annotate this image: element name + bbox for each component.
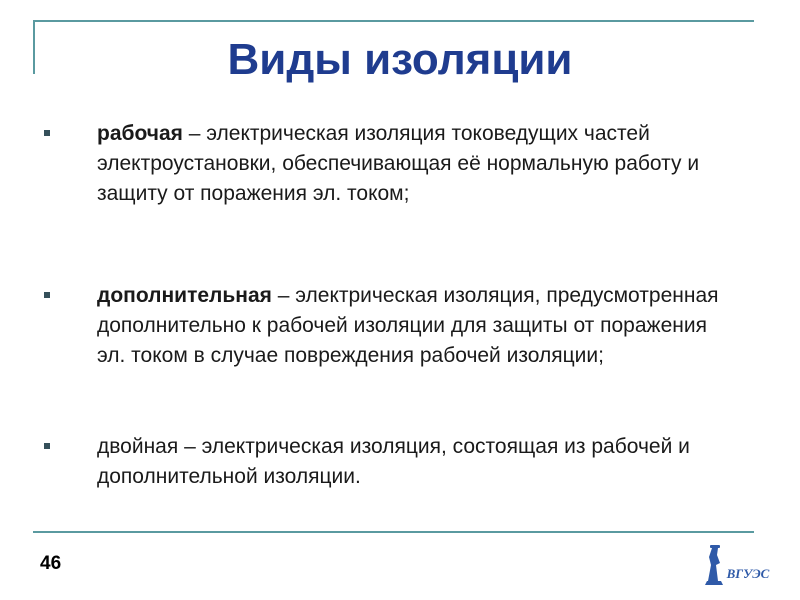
term-label: рабочая	[97, 122, 183, 145]
logo-text: ВГУЭС	[726, 566, 770, 581]
bottom-horizontal-rule	[33, 531, 754, 533]
square-bullet-icon	[44, 130, 50, 136]
slide-title: Виды изоляции	[227, 35, 573, 84]
square-bullet-icon	[44, 443, 50, 449]
list-item-text	[97, 119, 737, 209]
square-bullet-icon	[44, 292, 50, 298]
definition-text: – электрическая изоляция, предусмотренная дополнительно к рабочей изоляции для защиты от поражения эл. током в случае повреждения рабочей изоляции;	[97, 284, 719, 367]
university-logo-icon	[702, 541, 772, 587]
top-horizontal-rule	[33, 20, 754, 22]
definition-text: – электрическая изоляция токоведущих частей электроустановки, обеспечивающая её нормальную работу и защиту от поражения эл. током;	[97, 122, 700, 205]
list-item-text	[97, 432, 737, 492]
term-label: дополнительная	[97, 284, 272, 307]
definition-text: двойная – электрическая изоляция, состоящая из рабочей и дополнительной изоляции.	[97, 435, 690, 488]
list-item-text	[97, 281, 737, 371]
page-number: 46	[40, 553, 62, 574]
